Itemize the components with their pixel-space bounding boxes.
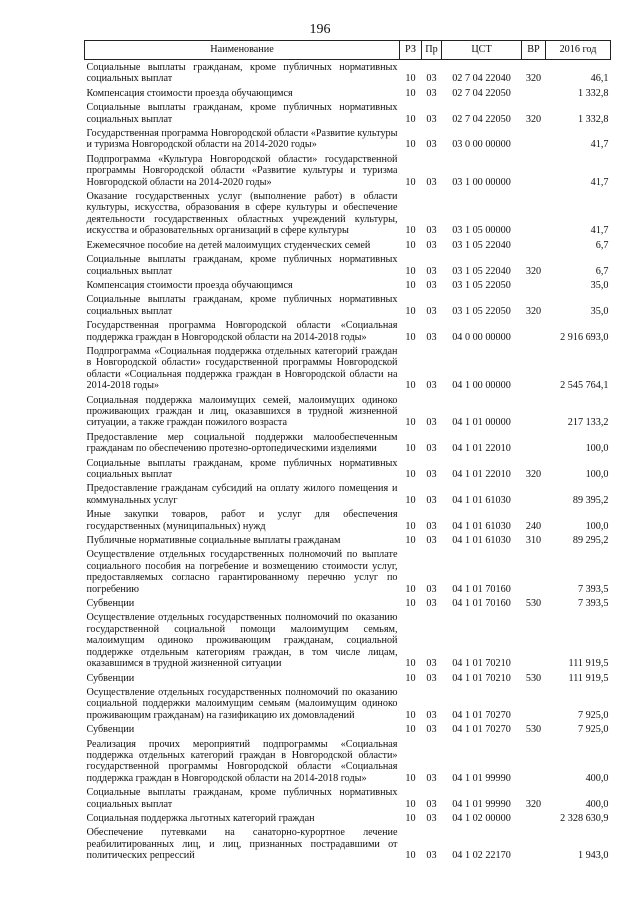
table-row <box>85 252 611 278</box>
cell-rz: 10 <box>405 709 416 721</box>
cell-pr: 03 <box>426 709 437 721</box>
cell-name: Публичные нормативные социальные выплаты гражданам <box>86 535 341 547</box>
cell-pr: 03 <box>426 672 437 684</box>
table-row <box>85 610 611 670</box>
cell-amount: 2 545 764,1 <box>560 380 609 392</box>
cell-pr: 03 <box>426 87 437 99</box>
cell-name: Подпрограмма «Социальная поддержка отдельных категорий граждан в Новгородской области» государственной программы Новгородской области «Социальная поддержка граждан в Новгородской области на 2014-2018 годы» <box>86 345 398 392</box>
table-row <box>85 238 611 252</box>
cell-amount: 7 393,5 <box>577 583 609 595</box>
cell-vr <box>522 825 546 862</box>
cell-amount: 89 295,2 <box>572 535 609 547</box>
header-vr: ВР <box>522 41 546 60</box>
cell-amount: 7 393,5 <box>577 598 609 610</box>
cell-vr <box>522 189 546 238</box>
cell-name: Компенсация стоимости проезда обучающимся <box>86 87 293 99</box>
cell-rz: 10 <box>405 812 416 824</box>
cell-name: Осуществление отдельных государственных полномочий по выплате социального пособия на погребение и возмещению стоимости услуг, предоставляемых согласно гарантированному перечню услуг по погребению <box>86 549 398 595</box>
cell-cst: 03 1 00 00000 <box>452 176 511 188</box>
cell-vr: 320 <box>525 113 542 125</box>
cell-amount: 35,0 <box>590 305 609 317</box>
cell-name: Государственная программа Новгородской области «Социальная поддержка граждан в Новгородской области на 2014-2018 годы» <box>86 320 398 343</box>
cell-rz: 10 <box>405 520 416 532</box>
cell-amount: 89 395,2 <box>572 494 609 506</box>
cell-vr <box>522 86 546 100</box>
cell-pr: 03 <box>426 850 437 862</box>
table-row <box>85 430 611 456</box>
cell-rz: 10 <box>405 239 416 251</box>
cell-pr: 03 <box>426 535 437 547</box>
cell-cst: 04 1 01 61030 <box>452 535 511 547</box>
table-row <box>85 596 611 610</box>
cell-amount: 41,7 <box>590 225 609 237</box>
cell-vr: 320 <box>525 305 542 317</box>
cell-pr: 03 <box>426 494 437 506</box>
cell-name: Реализация прочих мероприятий подпрограммы «Социальная поддержка отдельных категорий граждан в Новгородской области» государственной программы Новгородской области «Социальная поддержка граждан в Новгородской области на 2014-2018 годы» <box>86 738 398 784</box>
header-cst: ЦСТ <box>442 41 522 60</box>
cell-vr: 320 <box>525 798 542 810</box>
table-row <box>85 547 611 596</box>
cell-pr: 03 <box>426 658 437 670</box>
cell-vr: 310 <box>525 535 542 547</box>
cell-rz: 10 <box>405 469 416 480</box>
cell-vr <box>522 685 546 722</box>
table-row <box>85 825 611 862</box>
cell-cst: 03 1 05 00000 <box>452 225 511 237</box>
table-header-row <box>85 41 611 60</box>
cell-name: Социальные выплаты гражданам, кроме публичных нормативных социальных выплат <box>86 254 398 277</box>
cell-rz: 10 <box>405 380 416 392</box>
cell-name: Социальные выплаты гражданам, кроме публичных нормативных социальных выплат <box>86 102 398 125</box>
cell-name: Предоставление гражданам субсидий на оплату жилого помещения и коммунальных услуг <box>86 483 398 506</box>
cell-amount: 7 925,0 <box>577 724 609 736</box>
cell-vr: 320 <box>525 73 542 85</box>
cell-cst: 04 1 01 22010 <box>452 469 511 480</box>
cell-name: Осуществление отдельных государственных полномочий по оказанию государственной социальной помощи малоимущим семьям, малоимущим одиноко проживающим гражданам, социальной поддержке отдельным категориям граждан, в том числе лицам, оказавшимся в трудной жизненной ситуации <box>86 612 398 670</box>
cell-pr: 03 <box>426 417 437 429</box>
cell-name: Ежемесячное пособие на детей малоимущих студенческих семей <box>86 239 371 251</box>
cell-pr: 03 <box>426 265 437 277</box>
table-row <box>85 292 611 318</box>
header-rz: РЗ <box>400 41 422 60</box>
table-row <box>85 685 611 722</box>
cell-name: Социальные выплаты гражданам, кроме публичных нормативных социальных выплат <box>86 62 398 85</box>
cell-name: Субвенции <box>86 724 135 736</box>
header-name: Наименование <box>85 41 400 60</box>
cell-rz: 10 <box>405 535 416 547</box>
cell-cst: 04 1 01 70160 <box>452 583 511 595</box>
cell-amount: 46,1 <box>590 73 609 85</box>
cell-name: Социальные выплаты гражданам, кроме публичных нормативных социальных выплат <box>86 294 398 317</box>
table-row <box>85 785 611 811</box>
cell-pr: 03 <box>426 469 437 480</box>
table-body <box>85 60 611 863</box>
table-row <box>85 811 611 825</box>
cell-name: Предоставление мер социальной поддержки малообеспеченным гражданам по обеспечению протезно-ортопедическими изделиями <box>86 431 398 455</box>
budget-table-container <box>84 40 610 863</box>
cell-rz: 10 <box>405 772 416 784</box>
cell-rz: 10 <box>405 417 416 429</box>
cell-pr: 03 <box>426 139 437 151</box>
cell-amount: 6,7 <box>595 239 609 251</box>
cell-amount: 1 332,8 <box>577 113 609 125</box>
cell-cst: 03 1 05 22040 <box>452 239 511 251</box>
cell-pr: 03 <box>426 73 437 85</box>
cell-vr <box>522 610 546 670</box>
cell-cst: 02 7 04 22050 <box>452 87 511 99</box>
cell-pr: 03 <box>426 305 437 317</box>
cell-rz: 10 <box>405 494 416 506</box>
cell-cst: 02 7 04 22050 <box>452 113 511 125</box>
cell-rz: 10 <box>405 798 416 810</box>
cell-cst: 04 1 01 00000 <box>452 417 511 429</box>
cell-name: Осуществление отдельных государственных полномочий по оказанию социальной поддержки малоимущим семьям (малоимущим одиноко проживающим гражданам) на газификацию их домовладений <box>86 686 398 721</box>
cell-cst: 03 1 05 22040 <box>452 265 511 277</box>
cell-cst: 04 1 00 00000 <box>452 380 511 392</box>
cell-pr: 03 <box>426 239 437 251</box>
cell-amount: 6,7 <box>595 265 609 277</box>
cell-rz: 10 <box>405 658 416 670</box>
cell-name: Обеспечение путевками на санаторно-курортное лечение реабилитированных лиц, и лиц, признанных пострадавшими от политических репрессий <box>86 827 398 862</box>
table-row <box>85 456 611 482</box>
cell-cst: 04 1 02 22170 <box>452 850 511 862</box>
cell-vr <box>522 430 546 456</box>
cell-pr: 03 <box>426 598 437 610</box>
cell-vr <box>522 126 546 152</box>
cell-pr: 03 <box>426 176 437 188</box>
cell-rz: 10 <box>405 724 416 736</box>
cell-rz: 10 <box>405 331 416 343</box>
cell-vr <box>522 278 546 292</box>
cell-amount: 400,0 <box>585 798 609 810</box>
cell-amount: 2 328 630,9 <box>560 812 609 824</box>
cell-name: Государственная программа Новгородской области «Развитие культуры и туризма Новгородской области на 2014-2020 годы» <box>86 128 398 151</box>
cell-pr: 03 <box>426 812 437 824</box>
cell-rz: 10 <box>405 583 416 595</box>
table-row <box>85 722 611 736</box>
cell-cst: 04 1 01 99990 <box>452 798 511 810</box>
cell-cst: 04 1 01 22010 <box>452 443 511 455</box>
cell-rz: 10 <box>405 305 416 317</box>
cell-rz: 10 <box>405 598 416 610</box>
cell-vr <box>522 393 546 430</box>
table-row <box>85 278 611 292</box>
table-row <box>85 507 611 533</box>
cell-vr: 530 <box>525 598 542 610</box>
page-number: 196 <box>309 22 331 37</box>
cell-rz: 10 <box>405 73 416 85</box>
cell-vr <box>522 318 546 344</box>
cell-cst: 04 1 01 70210 <box>452 658 511 670</box>
cell-name: Социальная поддержка малоимущих семей, малоимущих одиноко проживающих граждан и лиц, оказавшихся в трудной жизненной ситуации, а также граждан пожилого возраста <box>86 394 398 429</box>
cell-cst: 04 1 01 61030 <box>452 494 511 506</box>
cell-amount: 41,7 <box>590 176 609 188</box>
cell-vr: 320 <box>525 265 542 277</box>
table-row <box>85 671 611 685</box>
cell-rz: 10 <box>405 850 416 862</box>
cell-pr: 03 <box>426 798 437 810</box>
cell-rz: 10 <box>405 176 416 188</box>
table-row <box>85 481 611 507</box>
cell-cst: 04 1 01 61030 <box>452 520 511 532</box>
cell-amount: 41,7 <box>590 139 609 151</box>
cell-name: Социальные выплаты гражданам, кроме публичных нормативных социальных выплат <box>86 457 398 480</box>
cell-pr: 03 <box>426 583 437 595</box>
cell-amount: 111 919,5 <box>568 658 609 670</box>
cell-amount: 35,0 <box>590 279 609 291</box>
table-row <box>85 126 611 152</box>
cell-name: Социальные выплаты гражданам, кроме публичных нормативных социальных выплат <box>86 787 398 810</box>
table-row <box>85 737 611 786</box>
cell-cst: 04 1 01 99990 <box>452 772 511 784</box>
cell-rz: 10 <box>405 113 416 125</box>
table-row <box>85 86 611 100</box>
cell-name: Субвенции <box>86 672 135 684</box>
cell-cst: 02 7 04 22040 <box>452 73 511 85</box>
cell-amount: 100,0 <box>585 443 609 455</box>
cell-vr <box>522 547 546 596</box>
cell-amount: 217 133,2 <box>567 417 609 429</box>
cell-cst: 04 1 01 70270 <box>452 709 511 721</box>
cell-name: Подпрограмма «Культура Новгородской области» государственной программы Новгородской области «Развитие культуры и туризма Новгородской области на 2014-2020 годы» <box>86 153 398 188</box>
cell-vr <box>522 481 546 507</box>
cell-cst: 04 1 01 70270 <box>452 724 511 736</box>
cell-amount: 2 916 693,0 <box>560 331 609 343</box>
cell-rz: 10 <box>405 443 416 455</box>
cell-name: Компенсация стоимости проезда обучающимся <box>86 279 293 291</box>
cell-cst: 03 1 05 22050 <box>452 305 511 317</box>
cell-vr <box>522 238 546 252</box>
table-row <box>85 533 611 547</box>
cell-amount: 1 943,0 <box>577 850 609 862</box>
cell-vr <box>522 811 546 825</box>
table-row <box>85 189 611 238</box>
cell-rz: 10 <box>405 279 416 291</box>
cell-pr: 03 <box>426 772 437 784</box>
cell-pr: 03 <box>426 279 437 291</box>
cell-vr: 320 <box>525 469 542 480</box>
table-row <box>85 393 611 430</box>
cell-name: Субвенции <box>86 598 135 610</box>
budget-table <box>84 40 611 863</box>
cell-pr: 03 <box>426 380 437 392</box>
cell-amount: 7 925,0 <box>577 709 609 721</box>
cell-vr: 240 <box>525 520 542 532</box>
cell-name: Социальная поддержка льготных категорий граждан <box>86 812 315 824</box>
cell-vr: 530 <box>525 724 542 736</box>
cell-vr: 530 <box>525 672 542 684</box>
cell-vr <box>522 737 546 786</box>
cell-amount: 111 919,5 <box>568 672 609 684</box>
cell-rz: 10 <box>405 672 416 684</box>
cell-amount: 1 332,8 <box>577 87 609 99</box>
cell-name: Иные закупки товаров, работ и услуг для обеспечения государственных (муниципальных) нужд <box>86 509 398 532</box>
table-row <box>85 344 611 393</box>
cell-cst: 04 1 01 70160 <box>452 598 511 610</box>
cell-rz: 10 <box>405 139 416 151</box>
cell-cst: 04 1 01 70210 <box>452 672 511 684</box>
cell-pr: 03 <box>426 443 437 455</box>
cell-cst: 03 1 05 22050 <box>452 279 511 291</box>
table-row <box>85 60 611 86</box>
cell-cst: 04 1 02 00000 <box>452 812 511 824</box>
cell-pr: 03 <box>426 331 437 343</box>
table-row <box>85 100 611 126</box>
cell-amount: 400,0 <box>585 772 609 784</box>
cell-rz: 10 <box>405 87 416 99</box>
cell-name: Оказание государственных услуг (выполнение работ) в области культуры, искусства, образования в сфере культуры и обеспечение деятельности государственных областных учреждений культуры, искусства и образовательных организаций в сфере культуры <box>86 191 398 237</box>
header-pr: Пр <box>422 41 442 60</box>
cell-pr: 03 <box>426 724 437 736</box>
cell-cst: 04 0 00 00000 <box>452 331 511 343</box>
cell-vr <box>522 152 546 189</box>
table-row <box>85 318 611 344</box>
header-amount: 2016 год <box>546 41 611 60</box>
cell-amount: 100,0 <box>585 520 609 532</box>
cell-pr: 03 <box>426 225 437 237</box>
cell-rz: 10 <box>405 225 416 237</box>
cell-rz: 10 <box>405 265 416 277</box>
cell-amount: 100,0 <box>585 469 609 480</box>
cell-pr: 03 <box>426 520 437 532</box>
table-row <box>85 152 611 189</box>
cell-vr <box>522 344 546 393</box>
cell-pr: 03 <box>426 113 437 125</box>
cell-cst: 03 0 00 00000 <box>452 139 511 151</box>
